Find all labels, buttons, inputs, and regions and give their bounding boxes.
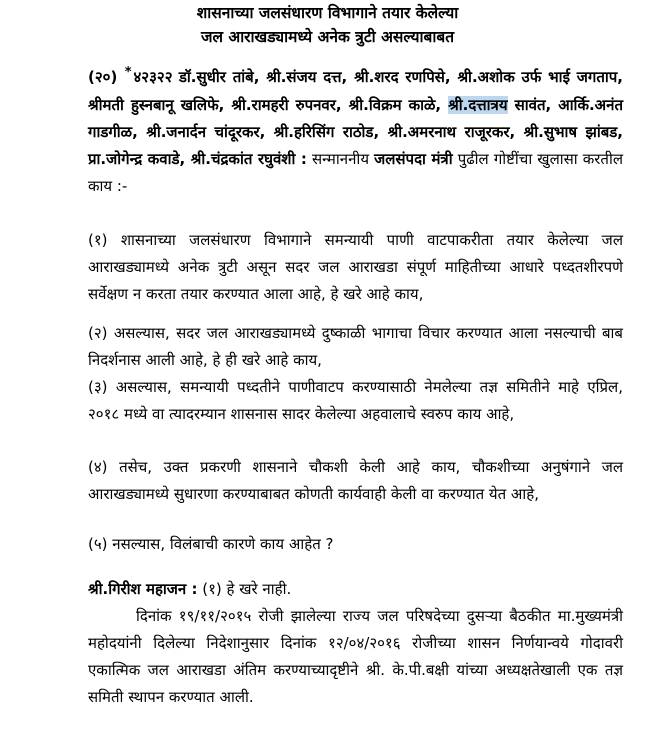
- question-item-4: (४) तसेच, उक्त प्रकरणी शासनाने चौकशी केली आहे काय, चौकशीच्या अनुषंगाने जल आराखड्यामध्ये सुधारणा करण्याबाबत कोणती कार्यवाही केली वा करण्यात येत आहे,: [88, 458, 623, 503]
- document-title-line-1: शासनाच्या जलसंधारण विभागाने तयार केलेल्या: [196, 4, 459, 22]
- question-number: (२०): [88, 68, 118, 86]
- question-id: ४२३२२: [133, 68, 173, 86]
- question-item-1: (१) शासनाच्या जलसंधारण विभागाने समन्यायी पाणी वाटपाकरीता तयार केलेल्या जल आराखड्यामध्ये अनेक त्रुटी असून सदर जल आराखडा संपूर्ण माहितीच्या आधारे पध्दतशीरपणे सर्वेक्षण न करता तयार करण्यात आला आहे, हे खरे आहे काय,: [88, 231, 623, 303]
- highlighted-member-name: श्री.दत्तात्रय: [448, 96, 508, 114]
- answer-header: [88, 576, 623, 603]
- question-header: [88, 64, 623, 200]
- question-item-5: (५) नसल्यास, विलंबाची कारणे काय आहेत ?: [88, 535, 334, 553]
- question-item-3: (३) असल्यास, समन्यायी पध्दतीने पाणीवाटप करण्यासाठी नेमलेल्या तज्ञ समितीने माहे एप्रिल, २०१८ मध्ये वा त्यादरम्यान शासनास सादर केलेल्या अहवालाचे स्वरुप काय आहे,: [88, 378, 623, 423]
- answer-body: दिनांक १९/११/२०१५ रोजी झालेल्या राज्य जल परिषदेच्या दुसऱ्या बैठकीत मा.मुख्यमंत्री महोदयांनी दिलेल्या निदेशानुसार दिनांक १२/०४/२०१६ रोजीच्या शासन निर्णयान्वये गोदावरी एकात्मिक जल आराखडा अंतिम करण्याच्यादृष्टीने श्री. के.पी.बक्षी यांच्या अध्यक्षतेखाली एक तज्ञ समिती स्थापन करण्यात आली.: [88, 607, 623, 706]
- question-item-2: (२) असल्यास, सदर जल आराखड्यामध्ये दुष्काळी भागाचा विचार करण्यात आला नसल्याची बाब निदर्शनास आली आहे, हे ही खरे आहे काय,: [88, 324, 623, 369]
- question-members: डॉ.सुधीर तांबे, श्री.संजय दत्त, श्री.शरद रणपिसे, श्री.अशोक उर्फ भाई जगताप, श्रीमती हुस्नबानू खलिफे, श्री.रामहरी रुपनवर, श्री.विक्रम काळे,: [88, 68, 623, 114]
- starred-question-marker: *: [124, 65, 132, 80]
- answer-respondent: श्री.गिरीश महाजन :: [88, 580, 198, 598]
- answer-first-reply: (१) हे खरे नाही.: [197, 580, 292, 598]
- question-members-continued: सावंत, आर्कि.अनंत गाडगीळ, श्री.जनार्दन चांदूरकर, श्री.हरिसिंग राठोड, श्री.अमरनाथ राजूरकर, श्री.सुभाष झांबड, प्रा.जोगेन्द्र कवाडे, श्री.चंद्रकांत रघुवंशी :: [88, 96, 623, 168]
- addressee-suffix: पुढील गोष्टींचा खुलासा करतील काय :-: [88, 150, 623, 195]
- minister-title: जलसंपदा मंत्री: [374, 150, 453, 168]
- document-title-line-2: जल आराखड्यामध्ये अनेक त्रुटी असल्याबाबत: [200, 28, 455, 46]
- addressee-prefix: सन्माननीय: [306, 150, 375, 168]
